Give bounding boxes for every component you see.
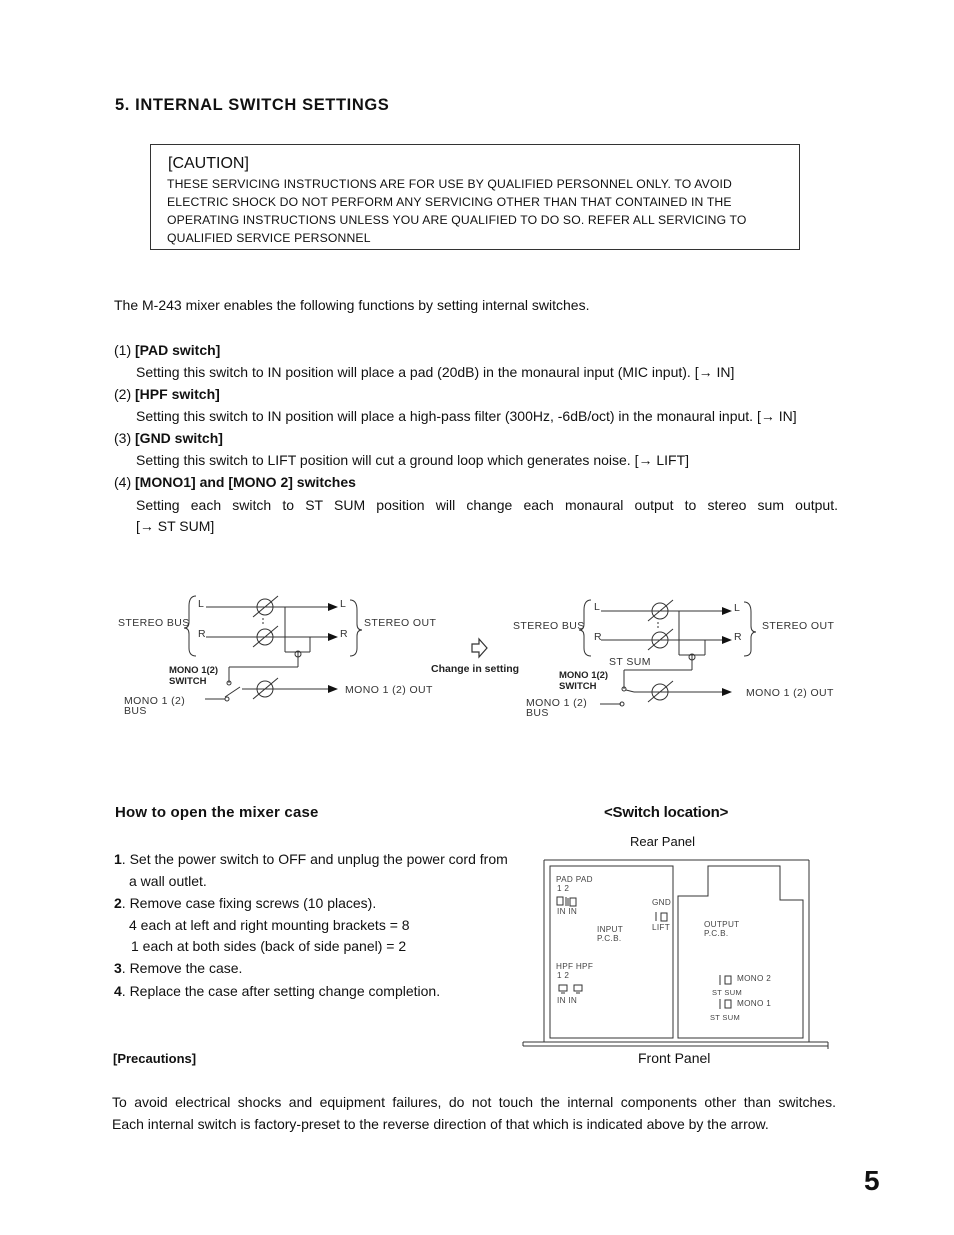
output-pcb-label-2: P.C.B. [704,929,729,938]
r-out-label: R [734,631,742,643]
open-case-step: a wall outlet. [129,873,207,889]
item-desc-text: Setting this switch to IN position will place a pad (20dB) in the monaural input (MIC input). [ [136,364,699,380]
item-number: (1) [114,342,132,358]
hpf-in-label: IN IN [557,996,578,1005]
input-pcb-label: INPUT [597,925,624,934]
pad-in-label: IN IN [557,907,578,916]
item-name: [HPF switch] [135,386,220,402]
hpf-numbers: 1 2 [557,971,570,980]
r-label: R [198,628,206,640]
mono2-label: MONO 2 [737,974,772,983]
mono-switch-label: MONO 1(2) [559,670,609,681]
bracket-open: [ [136,518,140,534]
hpf-label: HPF HPF [556,962,594,971]
front-panel-label: Front Panel [638,1050,711,1066]
mono-switch-label-2: SWITCH [169,676,207,687]
caution-line: THESE SERVICING INSTRUCTIONS ARE FOR USE BY QUALIFIED PERSONNEL ONLY. TO AVOID [167,177,733,191]
step-number: 4 [114,983,122,999]
open-case-title: How to open the mixer case [115,804,319,821]
mono-bus-label-2: BUS [124,705,147,717]
l-out-label: L [340,598,347,610]
caution-line: OPERATING INSTRUCTIONS UNLESS YOU ARE QUALIFIED TO DO SO. REFER ALL SERVICING TO [167,213,747,227]
step-number: 1 [114,851,122,867]
mono-out-label: MONO 1 (2) OUT [345,684,433,696]
arrow-icon: → [698,364,713,380]
page-number: 5 [864,1165,880,1196]
mono-bus-label: MONO 1 (2) [124,695,186,707]
mono-switch-label-2: SWITCH [559,681,597,692]
precautions-title: [Precautions] [113,1051,197,1066]
item-number: (2) [114,386,132,402]
mono-switch-label: MONO 1(2) [169,665,219,676]
r-label: R [594,631,602,643]
arrow-icon: → [760,408,775,424]
step-text: . Set the power switch to OFF and unplug the power cord from [121,851,508,867]
step-text: . Replace the case after setting change completion. [121,983,441,999]
r-out-label: R [340,628,348,640]
item-description: Setting each switch to ST SUM position will change each monaural output to stereo sum output. [136,497,838,513]
l-label: L [198,598,205,610]
item-desc-text: Setting this switch to IN position will place a high-pass filter (300Hz, -6dB/oct) in the monaural input. [ [136,408,761,424]
precautions-text: To avoid electrical shocks and equipment failures, do not touch the internal components other than switches. [112,1094,836,1110]
st-sum-label: ST SUM [609,656,651,668]
lift-label: LIFT [652,923,671,932]
arrow-icon: → [139,518,154,534]
mono-bus-label: MONO 1 (2) [526,697,588,709]
step-number: 2 [114,895,122,911]
stereo-bus-label: STEREO BUS [513,620,585,632]
item-name: [PAD switch] [135,342,221,358]
st-sum-label: ST SUM [712,988,742,997]
caution-line: ELECTRIC SHOCK DO NOT PERFORM ANY SERVICING OTHER THAN THAT CONTAINED IN THE [167,195,732,209]
intro-text: The M-243 mixer enables the following functions by setting internal switches. [114,297,590,313]
item-name: [GND switch] [135,430,223,446]
change-in-setting-label: Change in setting [431,663,520,675]
stereo-out-label: STEREO OUT [364,617,437,629]
rear-panel-label: Rear Panel [630,834,696,849]
item-target: IN] [716,364,735,380]
section-title: 5. INTERNAL SWITCH SETTINGS [115,96,390,114]
item-desc-text: Setting this switch to LIFT position will cut a ground loop which generates noise. [ [136,452,639,468]
step-text: . Remove the case. [121,960,243,976]
l-label: L [594,601,601,613]
caution-line: QUALIFIED SERVICE PERSONNEL [167,231,371,245]
l-out-label: L [734,602,741,614]
precautions-text-2: Each internal switch is factory-preset to the reverse direction of that which is indicated above by the arrow. [112,1116,769,1132]
item-number: (4) [114,474,132,490]
input-pcb-label-2: P.C.B. [597,934,622,943]
open-case-step: 1 each at both sides (back of side panel) = 2 [131,938,407,954]
item-target: ST SUM] [157,518,215,534]
item-target: IN] [778,408,797,424]
st-sum-label: ST SUM [710,1013,740,1022]
pad-numbers: 1 2 [557,884,570,893]
stereo-out-label: STEREO OUT [762,620,835,632]
mono-bus-label-2: BUS [526,707,549,719]
item-number: (3) [114,430,132,446]
step-text: . Remove case fixing screws (10 places). [121,895,377,911]
output-pcb-label: OUTPUT [704,920,740,929]
item-target: LIFT] [656,452,690,468]
stereo-bus-label: STEREO BUS [118,617,190,629]
step-number: 3 [114,960,122,976]
pad-label: PAD PAD [556,875,593,884]
mono1-label: MONO 1 [737,999,772,1008]
caution-title: [CAUTION] [168,155,249,172]
mono-out-label: MONO 1 (2) OUT [746,687,834,699]
item-name: [MONO1] and [MONO 2] switches [135,474,356,490]
arrow-icon: → [638,452,653,468]
gnd-label: GND [652,898,672,907]
switch-location-title: <Switch location> [604,804,729,821]
open-case-step: 4 each at left and right mounting brackets = 8 [129,917,410,933]
